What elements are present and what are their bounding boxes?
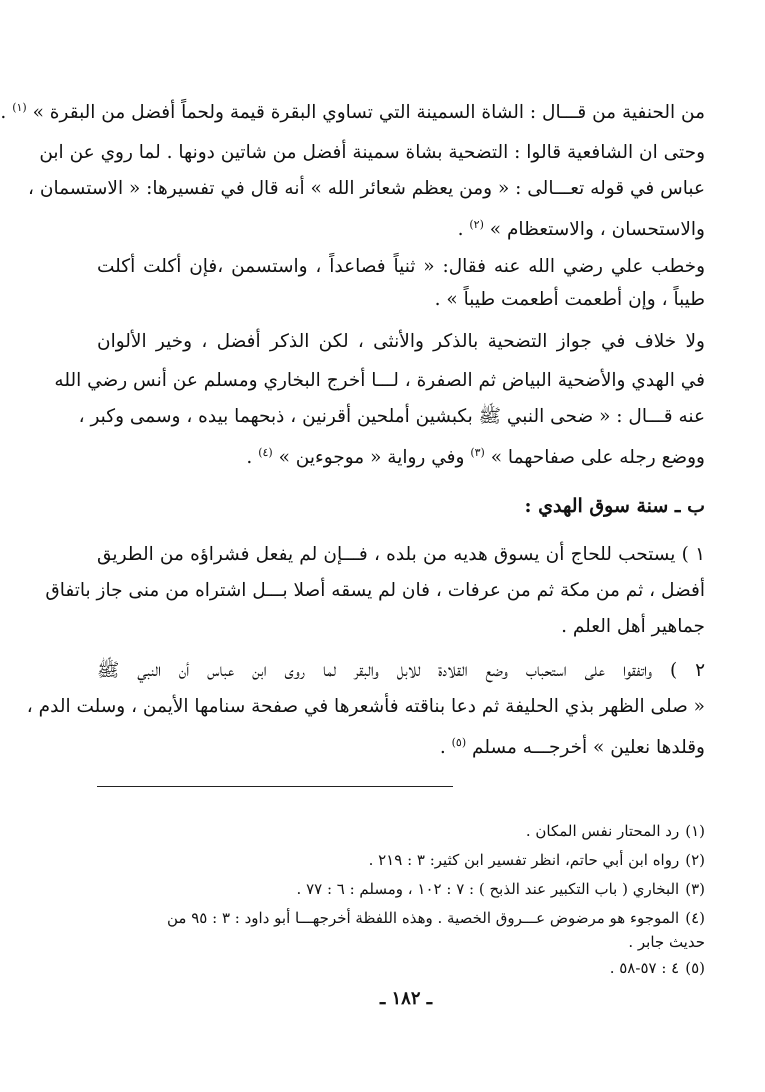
body-line [97, 438, 705, 473]
body-line: ٢ ) واتفقوا على استحباب وضع القلادة للابل والبقر لما روى ابن عباس أن النبي ﷺ [97, 660, 705, 681]
footnote [92, 955, 705, 981]
body-line: « صلى الظهر بذي الحليفة ثم دعا بناقته فأشعرها في صفحة سنامها الأيمن ، وسلت الدم ، [26, 696, 705, 717]
body-line: في الهدي والأضحية البياض ثم الصفرة ، لـــا أخرج البخاري ومسلم عن أنس رضي الله [54, 370, 705, 391]
footnote-ref[interactable]: (١) [12, 101, 27, 114]
body-line: ولا خلاف في جواز التضحية بالذكر والأنثى ، لكن الذكر أفضل ، وخير الألوان [97, 331, 705, 352]
footnote-ref[interactable]: (٤) [258, 446, 273, 459]
body-line: ١ ) يستحب للحاج أن يسوق هديه من بلده ، فـــإن لم يفعل فشراؤه من الطريق [97, 544, 705, 565]
body-line: جماهير أهل العلم . [561, 616, 705, 637]
page-number: ـ ١٨٢ ـ [379, 988, 433, 1009]
footnote-text: رواه ابن أبي حاتم، انظر تفسير ابن كثير: ٣ : ٢١٩ . [368, 851, 680, 869]
footnote-text: ٤ : ٥٧-٥٨ . [609, 959, 680, 977]
section-heading: ب ـ سنة سوق الهدي : [524, 495, 705, 517]
body-line: أفضل ، ثم من مكة ثم من عرفات ، فان لم يسقه أصلا بـــل اشتراه من منى جاز باتفاق [45, 580, 705, 601]
line-text: . [457, 219, 464, 241]
footnote-text: حديث جابر . [628, 933, 705, 951]
footnote [92, 818, 705, 844]
body-line [97, 210, 705, 245]
body-line [97, 728, 705, 763]
line-text: . [0, 102, 7, 124]
body-line: وخطب علي رضي الله عنه فقال: « ثنياً فصاعداً ، واستسمن ،فإن أكلت أكلت [97, 256, 705, 277]
footnote-number: (٢) [685, 851, 705, 869]
footnote-continuation [92, 929, 705, 955]
line-text: من الحنفية من قـــال : الشاة السمينة التي تساوي البقرة قيمة ولحماً أفضل من البقرة » [32, 102, 705, 124]
line-text: والاستحسان ، والاستعظام » [489, 219, 705, 241]
line-text: . [246, 447, 253, 469]
footnote-text: رد المحتار نفس المكان . [525, 822, 680, 840]
line-text: ووضع رجله على صفاحهما » [490, 447, 705, 469]
footnote-number: (٣) [685, 880, 705, 898]
body-line: وحتى ان الشافعية قالوا : التضحية بشاة سمينة أفضل من شاتين دونها . لما روي عن ابن [39, 142, 705, 163]
footnote-text: البخاري ( باب التكبير عند الذبح ) : ٧ : ١٠٢ ، ومسلم : ٦ : ٧٧ . [296, 880, 680, 898]
footnote-ref[interactable]: (٥) [451, 736, 467, 749]
line-text: وفي رواية « موجوءين » [278, 447, 465, 469]
body-line: طيباً ، وإن أطعمت أطعمت طيباً » . [434, 289, 705, 310]
footnote [92, 905, 705, 931]
line-text: . [439, 737, 446, 759]
footnote-number: (١) [685, 822, 705, 840]
line-text: وقلدها نعلين » أخرجـــه مسلم [472, 737, 705, 759]
body-line: عباس في قوله تعـــالى : « ومن يعظم شعائر الله » أنه قال في تفسيرها: « الاستسمان ، [28, 178, 705, 199]
footnote-number: (٤) [685, 909, 705, 927]
footnote [92, 876, 705, 902]
footnote-number: (٥) [685, 959, 705, 977]
body-line: عنه قـــال : « ضحى النبي ﷺ بكبشين أملحين أقرنين ، ذبحهما بيده ، وسمى وكبر ، [78, 406, 705, 427]
body-line [0, 93, 705, 128]
footnote [92, 847, 705, 873]
footnote-text: الموجوء هو مرضوض عـــروق الخصية . وهذه اللفظة أخرجهـــا أبو داود : ٣ : ٩٥ من [167, 909, 680, 927]
footnote-separator [97, 786, 453, 787]
footnote-ref[interactable]: (٣) [470, 446, 485, 459]
footnote-ref[interactable]: (٢) [469, 218, 484, 231]
